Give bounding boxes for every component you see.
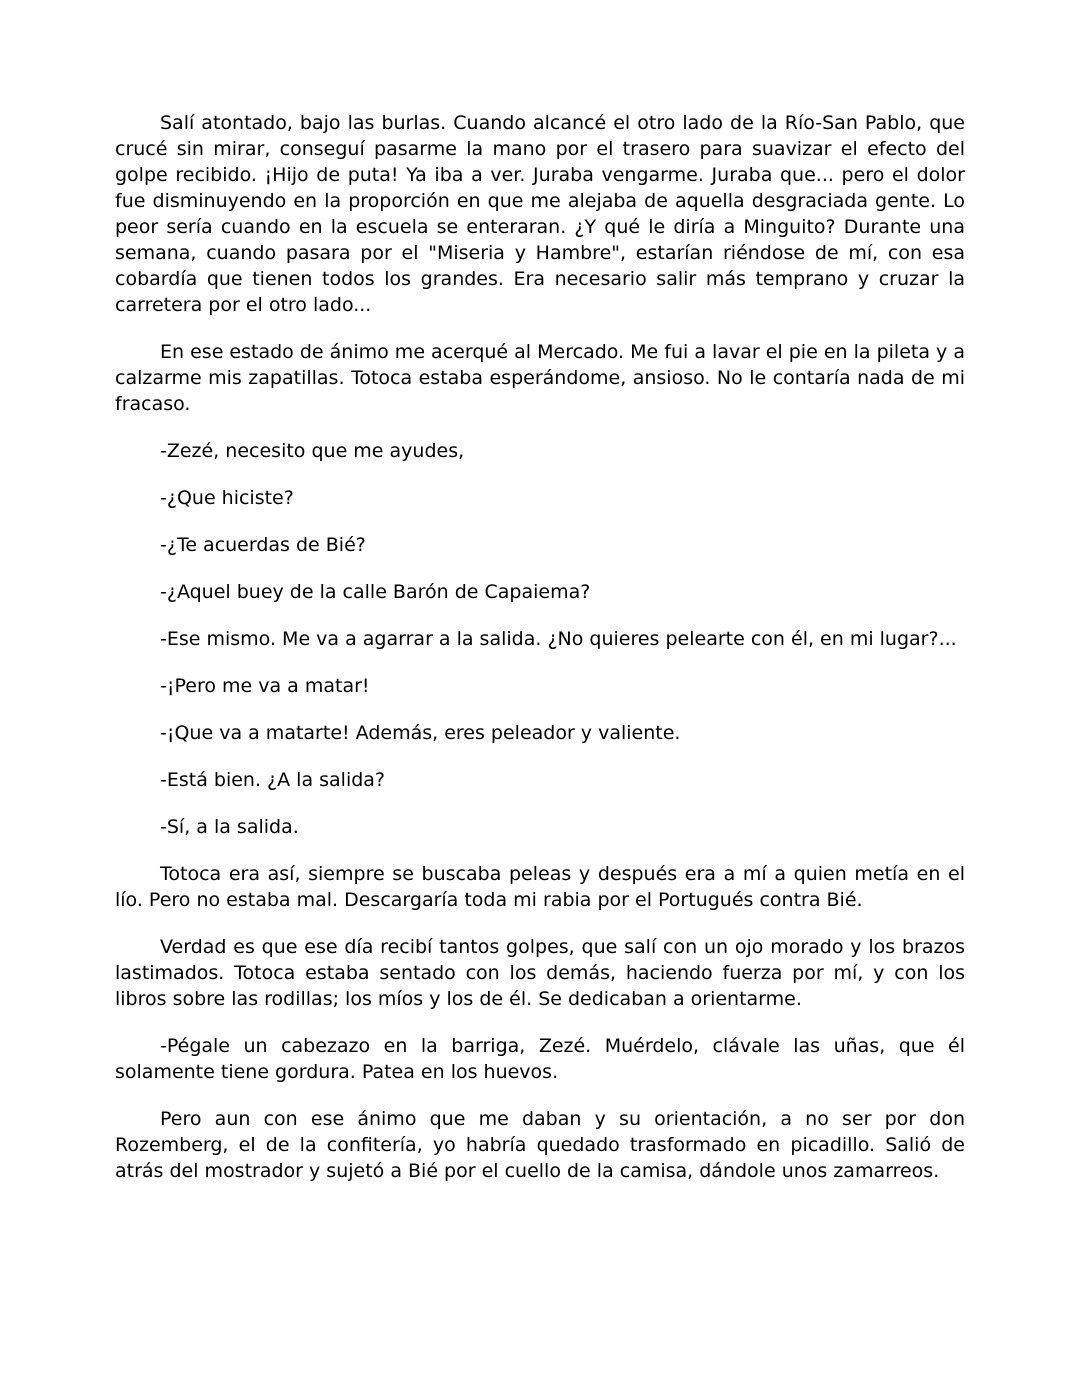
dialogue-line: -Está bien. ¿A la salida? — [160, 769, 386, 791]
dialogue-line: -¿Te acuerdas de Bié? — [160, 534, 366, 556]
dialogue-line: -Sí, a la salida. — [160, 816, 299, 838]
dialogue-line: -Zezé, necesito que me ayudes, — [160, 440, 465, 462]
dialogue-line: -¿Aquel buey de la calle Barón de Capaiema? — [160, 581, 591, 603]
paragraph: En ese estado de ánimo me acerqué al Mercado. Me fui a lavar el pie en la pileta y a calzarme mis zapatillas. Totoca estaba esperándome, ansioso. No le contaría nada de mi fracaso. — [115, 341, 965, 415]
paragraph: Salí atontado, bajo las burlas. Cuando alcancé el otro lado de la Río-San Pablo, que crucé sin mirar, conseguí pasarme la mano por el trasero para suavizar el efecto del golpe recibido. ¡Hijo de puta! Ya iba a ver. Juraba vengarme. Juraba que... pero el dolor fue disminuyendo en la proporción en que me alejaba de aquella desgraciada gente. Lo peor sería cuando en la escuela se enteraran. ¿Y qué le diría a Minguito? Durante una semana, cuando pasara por el "Miseria y Hambre", estarían riéndose de mí, con esa cobardía que tienen todos los grandes. Era necesario salir más temprano y cruzar la carretera por el otro lado... — [115, 112, 965, 316]
dialogue-line: -¿Que hiciste? — [160, 487, 294, 509]
paragraph: Totoca era así, siempre se buscaba peleas y después era a mí a quien metía en el lío. Pero no estaba mal. Descargaría toda mi rabia por el Portugués contra Bié. — [115, 863, 965, 911]
paragraph: Verdad es que ese día recibí tantos golpes, que salí con un ojo morado y los brazos lastimados. Totoca estaba sentado con los demás, haciendo fuerza por mí, y con los libros sobre las rodillas; los míos y los de él. Se dedicaban a orientarme. — [115, 936, 965, 1010]
paragraph: Pero aun con ese ánimo que me daban y su orientación, a no ser por don Rozemberg, el de la confitería, yo habría quedado trasformado en picadillo. Salió de atrás del mostrador y sujetó a Bié por el cuello de la camisa, dándole unos zamarreos. — [115, 1108, 965, 1182]
dialogue-line: -¡Que va a matarte! Además, eres peleador y valiente. — [160, 722, 681, 744]
dialogue-line: -Ese mismo. Me va a agarrar a la salida. ¿No quieres pelearte con él, en mi lugar?... — [160, 628, 957, 650]
dialogue-line: -¡Pero me va a matar! — [160, 675, 370, 697]
dialogue-line: -Pégale un cabezazo en la barriga, Zezé. Muérdelo, clávale las uñas, que él solamente tiene gordura. Patea en los huevos. — [115, 1035, 965, 1083]
